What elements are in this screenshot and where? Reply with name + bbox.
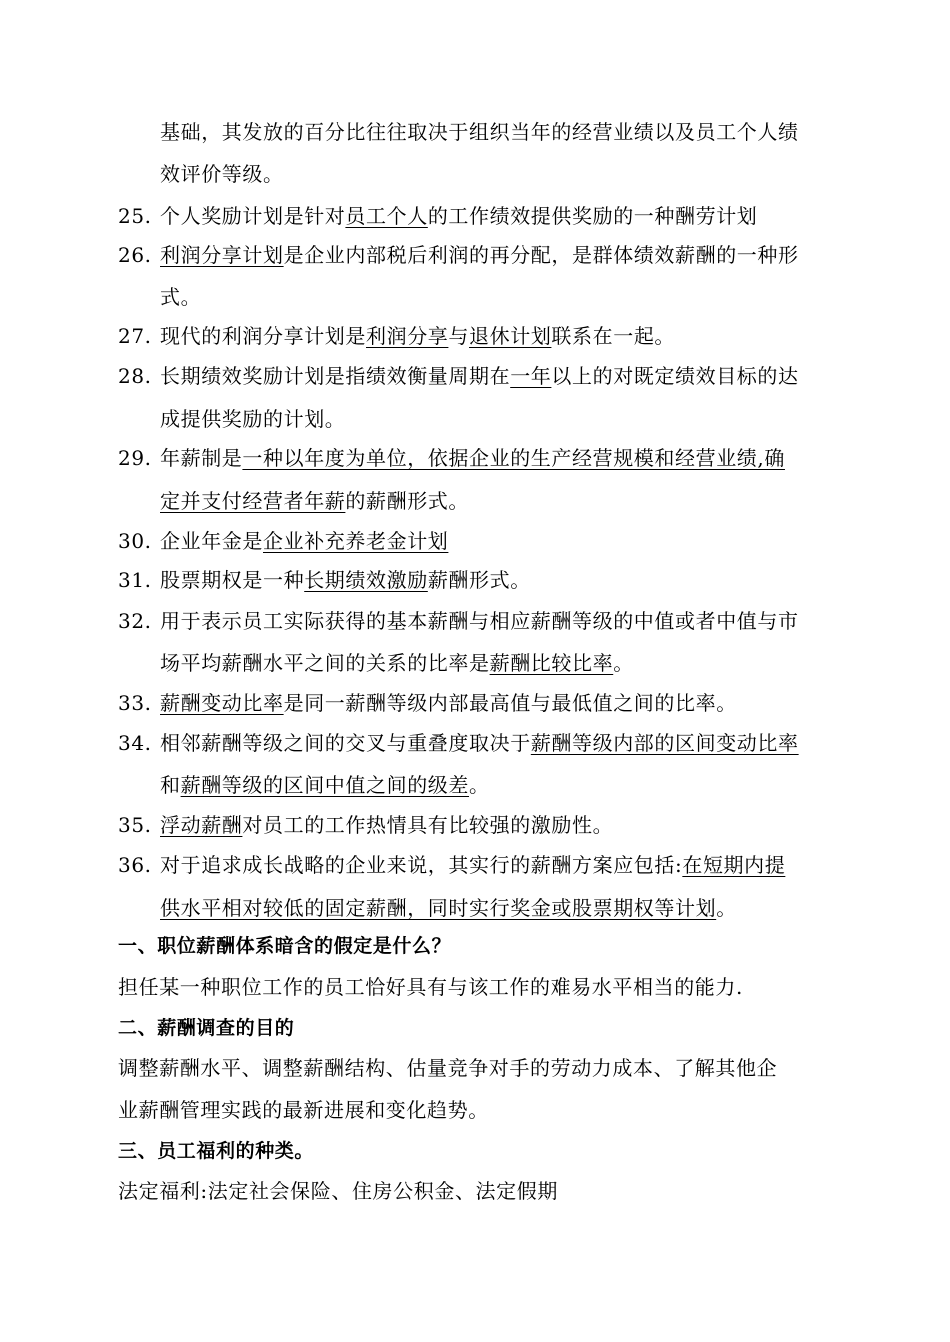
answer-underline: 浮动薪酬 bbox=[160, 813, 243, 837]
list-item-29: 29. 年薪制是一种以年度为单位，依据企业的生产经营规模和经营业绩,确 bbox=[118, 446, 785, 470]
answer-underline: 薪酬等级的区间中值之间的级差 bbox=[180, 773, 470, 797]
answer-underline: 利润分享 bbox=[366, 324, 449, 348]
answer-underline: 长期绩效激励 bbox=[304, 568, 428, 592]
list-item-36: 36. 对于追求成长战略的企业来说，其实行的薪酬方案应包括:在短期内提 bbox=[118, 853, 786, 877]
list-item-34-continued: 和薪酬等级的区间中值之间的级差。 bbox=[160, 773, 490, 797]
section-heading-1: 一、职位薪酬体系暗含的假定是什么？ bbox=[118, 935, 452, 957]
section-heading-2: 二、薪酬调查的目的 bbox=[118, 1017, 295, 1039]
answer-underline: 薪酬等级内部的区间变动比率 bbox=[530, 731, 799, 755]
list-item-36-continued: 供水平相对较低的固定薪酬，同时实行奖金或股票期权等计划。 bbox=[160, 896, 737, 920]
list-item-26: 26. 利润分享计划是企业内部税后利润的再分配，是群体绩效薪酬的一种形 bbox=[118, 243, 799, 267]
list-item-35: 35. 浮动薪酬对员工的工作热情具有比较强的激励性。 bbox=[118, 813, 614, 837]
list-item-30: 30. 企业年金是企业补充养老金计划 bbox=[118, 529, 449, 553]
list-item-32: 32. 用于表示员工实际获得的基本薪酬与相应薪酬等级的中值或者中值与市 bbox=[118, 609, 799, 633]
list-item-27: 27. 现代的利润分享计划是利润分享与退休计划联系在一起。 bbox=[118, 324, 676, 348]
answer-underline: 一种以年度为单位，依据企业的生产经营规模和经营业绩,确 bbox=[242, 446, 785, 470]
answer-underline: 企业补充养老金计划 bbox=[263, 529, 449, 553]
answer-underline: 退休计划 bbox=[469, 324, 552, 348]
list-item-29-continued: 定并支付经营者年薪的薪酬形式。 bbox=[160, 489, 470, 513]
section-paragraph-3: 法定福利:法定社会保险、住房公积金、法定假期 bbox=[118, 1179, 558, 1203]
list-item-33: 33. 薪酬变动比率是同一薪酬等级内部最高值与最低值之间的比率。 bbox=[118, 691, 737, 715]
list-item-28: 28. 长期绩效奖励计划是指绩效衡量周期在一年以上的对既定绩效目标的达 bbox=[118, 364, 799, 388]
answer-underline: 供水平相对较低的固定薪酬，同时实行奖金或股票期权等计划 bbox=[160, 896, 717, 920]
section-paragraph-2-line-1: 调整薪酬水平、调整薪酬结构、估量竞争对手的劳动力成本、了解其他企 bbox=[118, 1056, 778, 1080]
paragraph-line: 基础，其发放的百分比往往取决于组织当年的经营业绩以及员工个人绩 bbox=[160, 120, 799, 144]
section-heading-3: 三、员工福利的种类。 bbox=[118, 1140, 315, 1162]
answer-underline: 薪酬变动比率 bbox=[160, 691, 284, 715]
answer-underline: 薪酬比较比率 bbox=[489, 651, 614, 675]
answer-underline: 一年 bbox=[510, 364, 552, 388]
paragraph-line: 效评价等级。 bbox=[160, 162, 284, 186]
list-item-34: 34. 相邻薪酬等级之间的交叉与重叠度取决于薪酬等级内部的区间变动比率 bbox=[118, 731, 799, 755]
answer-underline: 在短期内提 bbox=[682, 853, 786, 877]
list-item-28-continued: 成提供奖励的计划。 bbox=[160, 407, 346, 431]
list-item-32-continued: 场平均薪酬水平之间的关系的比率是薪酬比较比率。 bbox=[160, 651, 634, 675]
list-item-31: 31. 股票期权是一种长期绩效激励薪酬形式。 bbox=[118, 568, 531, 592]
list-item-26-continued: 式。 bbox=[160, 285, 202, 309]
answer-underline: 定并支付经营者年薪 bbox=[160, 489, 346, 513]
section-paragraph-2-line-2: 业薪酬管理实践的最新进展和变化趋势。 bbox=[118, 1098, 489, 1122]
list-item-25: 25. 个人奖励计划是针对员工个人的工作绩效提供奖励的一种酬劳计划 bbox=[118, 204, 758, 228]
section-paragraph-1: 担任某一种职位工作的员工恰好具有与该工作的难易水平相当的能力. bbox=[118, 975, 743, 999]
answer-underline: 利润分享计划 bbox=[160, 243, 284, 267]
answer-underline: 员工个人 bbox=[345, 204, 428, 228]
